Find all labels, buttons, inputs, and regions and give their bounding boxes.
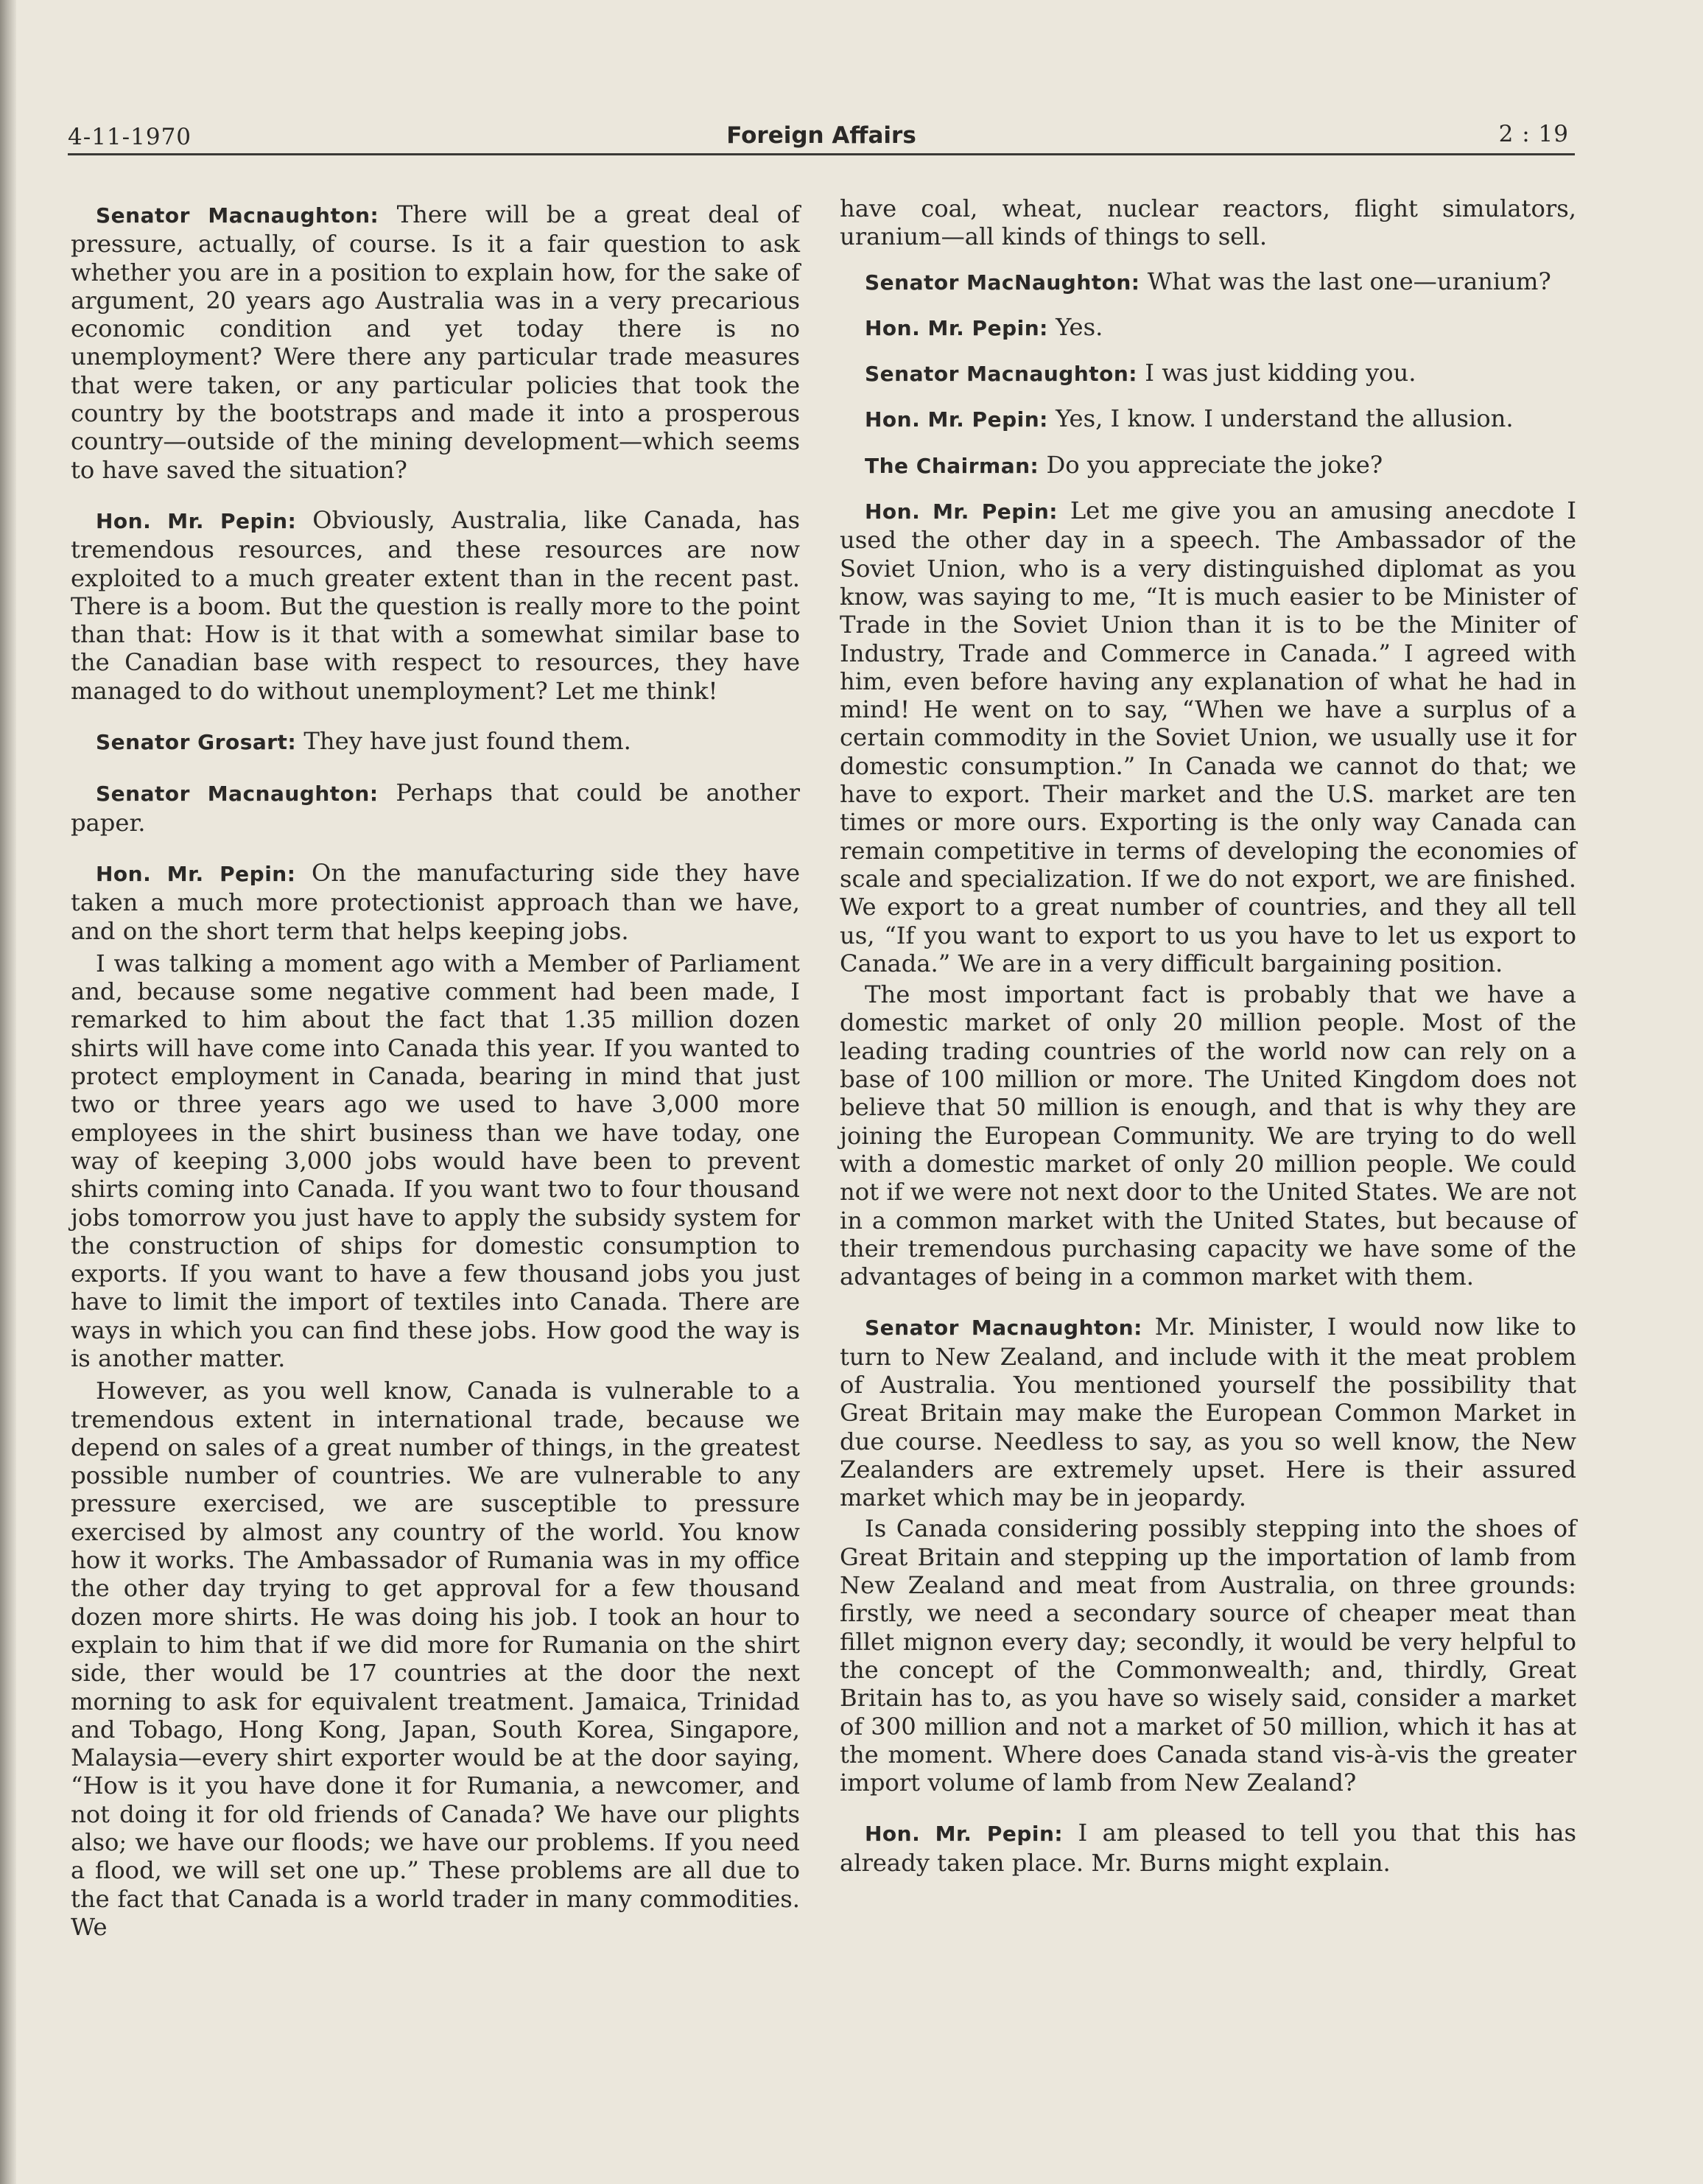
paragraph-text: I am pleased to tell you that this has already taken place. Mr. Burns might explain. bbox=[840, 1819, 1577, 1877]
book-spine-shadow bbox=[0, 0, 16, 2184]
paragraph bbox=[840, 194, 1576, 251]
paragraph-text: They have just found them. bbox=[303, 727, 631, 756]
paragraph bbox=[71, 779, 800, 837]
paragraph-text: The most important fact is probably that we have a domestic market of only 20 million people. Most of the leading trading countries of the world now can rely on a base of 100 million or more. The United Kingdom does not believe that 50 million is enough, and that is why they are joining the European Community. We are trying to do well with a domestic market of only 20 million people. We could not if we were not next door to the United States. We are not in a common market with the United States, but because of their tremendous purchasing capacity we have some of the advantages of being in a common market with them. bbox=[840, 980, 1576, 1291]
paragraph-text: I was talking a moment ago with a Member of Parliament and, because some negative comment had been made, I remarked to him about the fact that 1.35 million dozen shirts will have come into Canada this year. If you wanted to protect employment in Canada, bearing in mind that just two or three years ago we used to have 3,000 more employees in the shirt business than we have today, one way of keeping 3,000 jobs would have been to prevent shirts coming into Canada. If you want two to four thousand jobs tomorrow you just have to apply the subsidy system for the construction of ships for domestic consumption to exports. If you want to have a few thousand jobs you just have to limit the import of textiles into Canada. There are ways in which you can find these jobs. How good the way is is another matter. bbox=[71, 949, 800, 1372]
paragraph bbox=[71, 200, 800, 484]
paragraph-text: Is Canada considering possibly stepping into the shoes of Great Britain and stepping up the importation of lamb from New Zealand and meat from Australia, on three grounds: firstly, we need a secondary source of cheaper meat than fillet mignon every day; secondly, it would be very helpful to the concept of the Commonwealth; and, thirdly, Great Britain has to, as you have so wisely said, consider a market of 300 million and not a market of 50 million, which it has at the moment. Where does Canada stand vis-à-vis the greater import volume of lamb from New Zealand? bbox=[840, 1514, 1576, 1797]
speaker-name: Senator Macnaughton: bbox=[865, 362, 1138, 387]
paragraph bbox=[840, 359, 1576, 388]
paragraph-text: There will be a great deal of pressure, actually, of course. Is it a fair question to ask whether you are in a position to explain how, for the sake of argument, 20 years ago Australia was in a very precarious economic condition and yet today there is no unemployment? Were there any particular trade measures that were taken, or any particular policies that took the country by the bootstraps and made it into a prosperous country—outside of the mining development—which seems to have saved the situation? bbox=[71, 200, 800, 484]
paragraph-text: I was just kidding you. bbox=[1145, 359, 1416, 387]
header-page-number: 2 : 19 bbox=[1498, 121, 1569, 147]
left-column bbox=[71, 200, 800, 1941]
paragraph bbox=[71, 949, 800, 1372]
paragraph-text: Yes, I know. I understand the allusion. bbox=[1056, 404, 1514, 433]
paragraph-text: Perhaps that could be another paper. bbox=[71, 779, 800, 837]
speaker-name: Hon. Mr. Pepin: bbox=[865, 1822, 1064, 1847]
paragraph bbox=[71, 727, 800, 756]
right-column bbox=[840, 194, 1576, 1877]
speaker-name: Hon. Mr. Pepin: bbox=[96, 861, 296, 886]
paragraph-text: On the manufacturing side they have taken a much more protectionist approach than we have, and on the short term that helps keeping jobs. bbox=[71, 858, 800, 945]
paragraph bbox=[71, 859, 800, 945]
speaker-name: Senator Macnaughton: bbox=[865, 1316, 1142, 1341]
paragraph-text: Mr. Minister, I would now like to turn to New Zealand, and include with it the meat problem of Australia. You mentioned yourself the possibility that Great Britain may make the European Common Market in due course. Needless to say, as you so well know, the New Zealanders are extremely upset. Here is their assured market which may be in jeopardy. bbox=[840, 1313, 1576, 1512]
paragraph bbox=[71, 506, 800, 705]
page-header bbox=[68, 110, 1575, 155]
paragraph bbox=[71, 1377, 800, 1941]
speaker-name: Hon. Mr. Pepin: bbox=[96, 508, 297, 533]
speaker-name: Hon. Mr. Pepin: bbox=[865, 315, 1048, 340]
speaker-name: Senator Grosart: bbox=[96, 730, 297, 755]
paragraph-text: Let me give you an amusing anecdote I used the other day in a speech. The Ambassador of the Soviet Union, who is a very distinguished diplomat as you know, was saying to me, “It is much easier to be Minister of Trade in the Soviet Union than it is to be the Miniter of Industry, Trade and Commerce in Canada.” I agreed with him, even before having any explanation of what he had in mind! He went on to say, “When we have a surplus of a certain commodity in the Soviet Union, we usually use it for domestic consumption.” In Canada we cannot do that; we have to export. Their market and the U.S. market are ten times or more ours. Exporting is the only way Canada can remain competitive in terms of developing the economies of scale and specialization. If we do not export, we are finished. We export to a great number of countries, and they all tell us, “If you want to export to us you have to let us export to Canada.” We are in a very difficult bargaining position. bbox=[840, 496, 1576, 977]
paragraph bbox=[840, 313, 1576, 343]
paragraph-text: have coal, wheat, nuclear reactors, flight simulators, uranium—all kinds of things to sell. bbox=[840, 194, 1576, 251]
paragraph bbox=[840, 267, 1576, 297]
paragraph-text: Do you appreciate the joke? bbox=[1046, 450, 1383, 479]
paragraph-text: What was the last one—uranium? bbox=[1147, 267, 1551, 295]
paragraph bbox=[840, 980, 1576, 1291]
paragraph-text: However, as you well know, Canada is vulnerable to a tremendous extent in international trade, because we depend on sales of a great number of things, in the greatest possible number of countries. We are vulnerable to any pressure exercised, we are susceptible to pressure exercised by almost any country of the world. You know how it works. The Ambassador of Rumania was in my office the other day trying to get approval for a few thousand dozen more shirts. He was doing his job. I took an hour to explain to him that if we did more for Rumania on the shirt side, ther would be 17 countries at the door the next morning to ask for equivalent treatment. Jamaica, Trinidad and Tobago, Hong Kong, Japan, South Korea, Singapore, Malaysia—every shirt exporter would be at the door saying, “How is it you have done it for Rumania, a newcomer, and not doing it for old friends of Canada? We have our plights also; we have our floods; we have our problems. If you need a flood, we will set one up.” These problems are all due to the fact that Canada is a world trader in many commodities. We bbox=[71, 1377, 800, 1941]
header-date: 4-11-1970 bbox=[68, 124, 192, 150]
paragraph bbox=[840, 451, 1576, 480]
paragraph bbox=[840, 1313, 1576, 1511]
paragraph bbox=[840, 496, 1576, 977]
speaker-name: The Chairman: bbox=[865, 453, 1039, 478]
paragraph bbox=[840, 1514, 1576, 1797]
speaker-name: Senator MacNaughton: bbox=[865, 270, 1140, 295]
paragraph-text: Yes. bbox=[1056, 312, 1103, 341]
speaker-name: Senator Macnaughton: bbox=[96, 782, 379, 807]
speaker-name: Hon. Mr. Pepin: bbox=[865, 407, 1048, 432]
speaker-name: Senator Macnaughton: bbox=[96, 203, 379, 228]
paragraph bbox=[840, 1819, 1576, 1877]
speaker-name: Hon. Mr. Pepin: bbox=[865, 499, 1058, 524]
paragraph bbox=[840, 404, 1576, 434]
paragraph-text: Obviously, Australia, like Canada, has tremendous resources, and these resources are now exploited to a much greater extent than in the recent past. There is a boom. But the question is really more to the point than that: How is it that with a somewhat similar base to the Canadian base with respect to resources, they have managed to do without unemployment? Let me think! bbox=[71, 505, 800, 705]
header-title: Foreign Affairs bbox=[726, 122, 916, 149]
